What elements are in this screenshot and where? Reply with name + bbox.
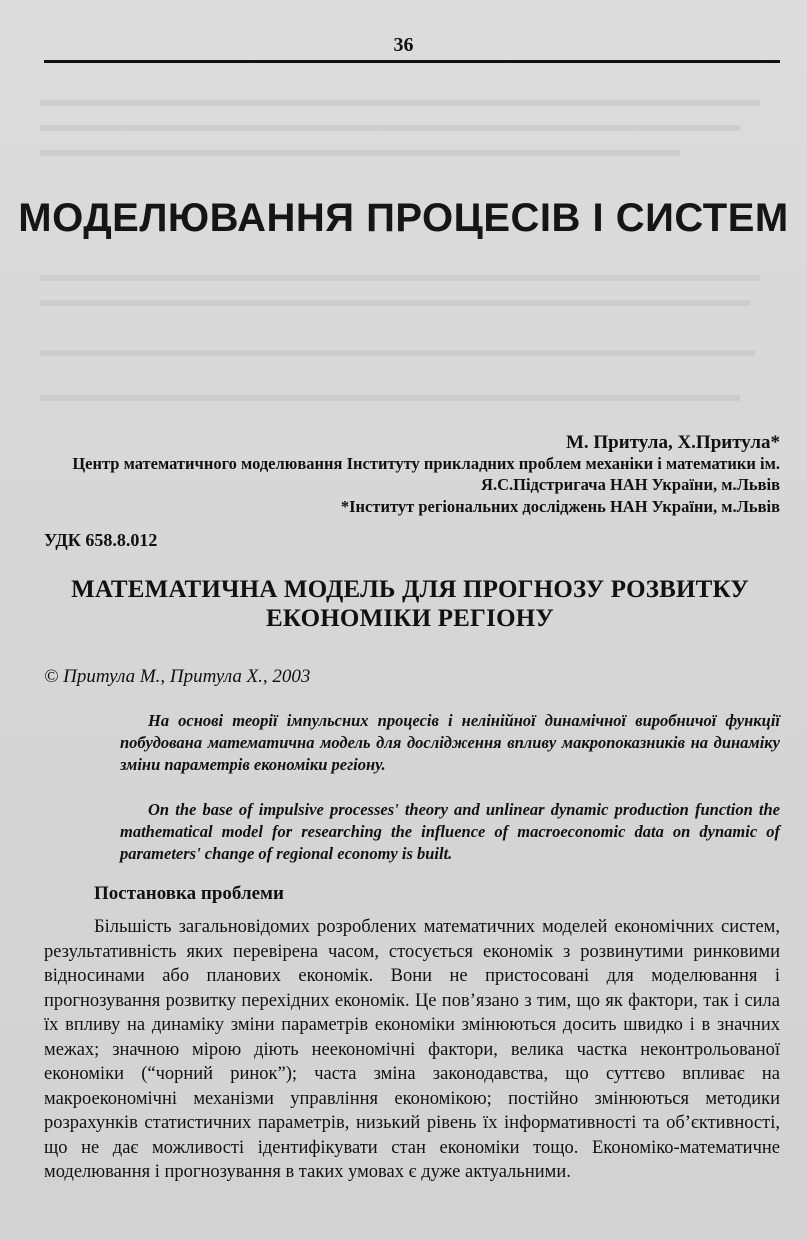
bleed-through-line	[40, 300, 750, 306]
bleed-through-line	[40, 125, 740, 131]
affiliation-line: *Інститут регіональних досліджень НАН України, м.Львів	[340, 497, 780, 516]
abstract-english: On the base of impulsive processes' theory and unlinear dynamic production function the mathematical model for researching the influence of macroeconomic data on dynamic of parameters' change of regional economy is built.	[120, 800, 780, 863]
section-subheading: Постановка проблеми	[94, 883, 284, 904]
affiliation-line: Я.С.Підстригача НАН України, м.Львів	[481, 475, 780, 494]
bleed-through-line	[40, 350, 755, 356]
page-number: 36	[393, 34, 414, 56]
article-authors: М. Притула, Х.Притула*	[565, 432, 780, 453]
bleed-through-line	[40, 100, 760, 106]
abstract-ukrainian: На основі теорії імпульсних процесів і нелінійної динамічної виробничої функції побудована математична модель для дослідження впливу макропоказників на динаміку зміни параметрів економіки регіону.	[120, 711, 780, 774]
copyright-line: © Притула М., Притула Х., 2003	[44, 666, 311, 687]
body-paragraph: Більшість загальновідомих розроблених математичних моделей економічних систем, результативність яких перевірена часом, стосується економік з розвинутими ринковими відносинами або планових економік. Вони не пристосовані для моделювання і прогнозування розвитку перехідних економік. Це пов’язано з тим, що як фактори, так і сила їх впливу на динаміку зміни параметрів економіки змінюються досить швидко і в значних межах; значною мірою діють неекономічні фактори, велика частка неконтрольованої економіки (“чорний ринок”); часта зміна законодавства, що суттєво впливає на макроекономічні механізми управління економікою; постійно змінюються методики розрахунків статистичних параметрів, низький рівень їх інформативності та об’єктивності, що не дає можливості ідентифікувати стан економіки тощо. Економіко-математичне моделювання і прогнозування в таких умовах є дуже актуальними.	[44, 917, 780, 1182]
bleed-through-line	[40, 150, 680, 156]
affiliation-line: Центр математичного моделювання Інституту прикладних проблем механіки і математики ім.	[72, 454, 780, 473]
bleed-through-line	[40, 395, 740, 401]
article-title: МАТЕМАТИЧНА МОДЕЛЬ ДЛЯ ПРОГНОЗУ РОЗВИТКУ ЕКОНОМІКИ РЕГІОНУ	[71, 576, 749, 632]
bleed-through-line	[40, 275, 760, 281]
udc-code: УДК 658.8.012	[44, 530, 158, 550]
section-title: МОДЕЛЮВАННЯ ПРОЦЕСІВ І СИСТЕМ	[18, 196, 789, 240]
header-rule	[44, 60, 780, 63]
